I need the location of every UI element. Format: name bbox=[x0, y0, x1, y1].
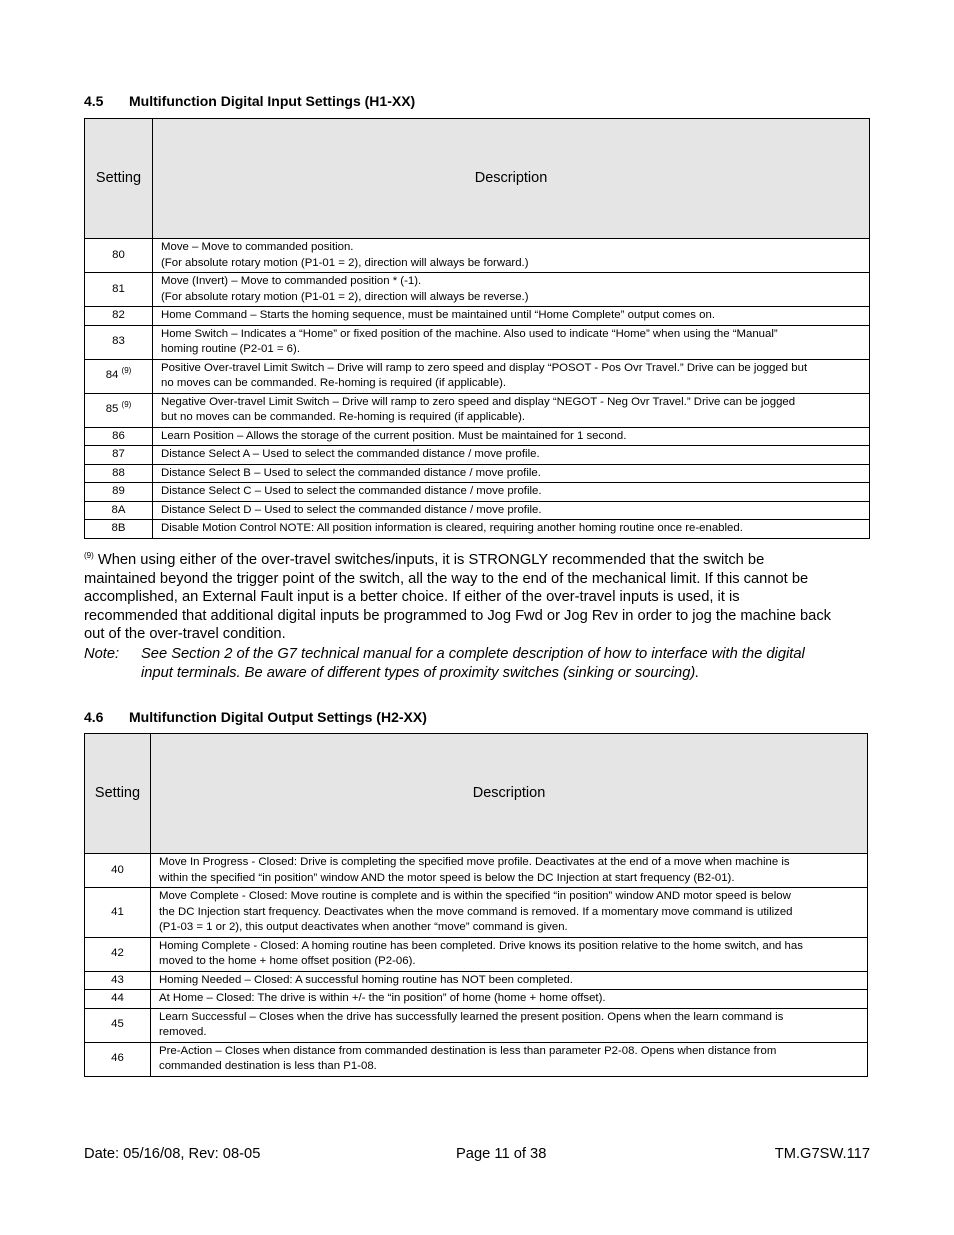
description-cell bbox=[153, 359, 870, 393]
section-heading-outputs bbox=[84, 709, 427, 725]
description-cell bbox=[153, 483, 870, 502]
description-line: commanded destination is less than P1-08. bbox=[159, 1060, 377, 1072]
description-cell bbox=[151, 1008, 868, 1042]
description-cell bbox=[153, 427, 870, 446]
description-line: Distance Select C – Used to select the commanded distance / move profile. bbox=[161, 485, 542, 497]
output-settings-table bbox=[84, 733, 868, 1077]
footnote-line: recommended that additional digital inputs be programmed to Jog Fwd or Jog Rev in order to jog the machine back bbox=[84, 607, 832, 624]
description-cell bbox=[153, 393, 870, 427]
note-label: Note: bbox=[84, 646, 120, 662]
table-row bbox=[85, 888, 868, 938]
footnote-line: accomplished, an External Fault input is a better choice. If either of the over-travel inputs is used, it is bbox=[84, 589, 740, 606]
description-line: (For absolute rotary motion (P1-01 = 2), direction will always be forward.) bbox=[161, 256, 529, 269]
table-row bbox=[85, 990, 868, 1009]
setting-cell bbox=[85, 393, 153, 427]
description-line: Homing Complete - Closed: A homing routine has been completed. Drive knows its position relative to the home switch, and has bbox=[159, 939, 803, 952]
footer-date-rev: Date: 05/16/08, Rev: 08-05 bbox=[84, 1146, 261, 1162]
setting-value: 85 bbox=[105, 403, 119, 416]
footnote bbox=[84, 551, 874, 644]
setting-cell bbox=[85, 239, 153, 273]
setting-cell bbox=[85, 854, 151, 888]
table-row bbox=[85, 520, 870, 539]
description-line: Move – Move to commanded position. bbox=[161, 241, 354, 253]
table-row bbox=[85, 1042, 868, 1076]
setting-cell bbox=[85, 273, 153, 307]
description-line: but no moves can be commanded. Re-homing is required (if applicable). bbox=[161, 411, 526, 423]
footer-page-number: Page 11 of 38 bbox=[456, 1146, 547, 1162]
description-line: At Home – Closed: The drive is within +/- the “in position” of home (home + home offset). bbox=[159, 992, 606, 1004]
setting-cell bbox=[85, 1008, 151, 1042]
setting-value: 44 bbox=[111, 992, 124, 1004]
table-row bbox=[85, 427, 870, 446]
footnote-reference: (9) bbox=[121, 400, 132, 410]
description-cell bbox=[153, 273, 870, 307]
description-cell bbox=[151, 937, 868, 971]
table-row bbox=[85, 273, 870, 307]
column-header-description: Description bbox=[151, 734, 868, 854]
setting-value: 40 bbox=[111, 863, 124, 876]
input-settings-rows bbox=[85, 239, 870, 539]
setting-value: 8A bbox=[111, 503, 126, 516]
description-line: Pre-Action – Closes when distance from commanded destination is less than parameter P2-08. Opens when distance from bbox=[159, 1044, 777, 1057]
table-row bbox=[85, 937, 868, 971]
description-line: Move In Progress - Closed: Drive is completing the specified move profile. Deactivates at the end of a move when machine is bbox=[159, 856, 790, 868]
table-row bbox=[85, 393, 870, 427]
description-line: homing routine (P2-01 = 6). bbox=[161, 343, 300, 355]
table-row bbox=[85, 359, 870, 393]
column-header-setting: Setting bbox=[85, 119, 153, 239]
table-row bbox=[85, 325, 870, 359]
column-header-description: Description bbox=[153, 119, 870, 239]
setting-value: 8B bbox=[111, 522, 126, 534]
table-row bbox=[85, 501, 870, 520]
setting-cell bbox=[85, 359, 153, 393]
description-line: Negative Over-travel Limit Switch – Drive will ramp to zero speed and display “NEGOT - Neg Ovr Travel.” Drive can be jogged bbox=[161, 395, 796, 408]
setting-value: 43 bbox=[111, 973, 124, 986]
setting-value: 41 bbox=[111, 905, 124, 918]
table-row bbox=[85, 971, 868, 990]
table-row bbox=[85, 854, 868, 888]
setting-cell bbox=[85, 446, 153, 465]
description-line: moved to the home + home offset position (P2-06). bbox=[159, 955, 416, 967]
setting-cell bbox=[85, 464, 153, 483]
description-line: the DC Injection start frequency. Deactivates when the move command is removed. If a momentary move command is utilized bbox=[159, 905, 793, 918]
description-cell bbox=[153, 325, 870, 359]
setting-value: 46 bbox=[111, 1052, 124, 1065]
footnote-marker: (9) bbox=[84, 551, 94, 561]
table-row bbox=[85, 483, 870, 502]
setting-cell bbox=[85, 501, 153, 520]
note bbox=[84, 645, 874, 682]
setting-value: 88 bbox=[112, 466, 125, 479]
description-cell bbox=[153, 446, 870, 465]
setting-value: 80 bbox=[112, 248, 125, 261]
setting-cell bbox=[85, 427, 153, 446]
description-line: no moves can be commanded. Re-homing is required (if applicable). bbox=[161, 377, 507, 389]
table-row bbox=[85, 239, 870, 273]
description-cell bbox=[153, 464, 870, 483]
note-line: input terminals. Be aware of different types of proximity switches (sinking or sourcing). bbox=[141, 664, 700, 681]
setting-value: 42 bbox=[111, 947, 124, 960]
description-line: Home Command – Starts the homing sequence, must be maintained until “Home Complete” output comes on. bbox=[161, 309, 715, 321]
setting-cell bbox=[85, 990, 151, 1009]
setting-value: 86 bbox=[112, 429, 125, 442]
setting-value: 81 bbox=[112, 282, 125, 295]
description-line: Move Complete - Closed: Move routine is complete and is within the specified “in position” window AND motor speed is below bbox=[159, 890, 791, 902]
output-settings-rows bbox=[85, 854, 868, 1077]
section-title: Multifunction Digital Input Settings (H1-XX) bbox=[129, 93, 416, 109]
footnote-line: When using either of the over-travel switches/inputs, it is STRONGLY recommended that the switch be bbox=[93, 552, 765, 568]
description-line: Home Switch – Indicates a “Home” or fixed position of the machine. Also used to indicate “Home” when using the “Manual” bbox=[161, 327, 778, 340]
description-cell bbox=[151, 854, 868, 888]
description-cell bbox=[153, 501, 870, 520]
description-line: within the specified “in position” window AND the motor speed is below the DC Injection at start frequency (B2-01). bbox=[159, 871, 735, 884]
setting-cell bbox=[85, 483, 153, 502]
description-line: (For absolute rotary motion (P1-01 = 2), direction will always be reverse.) bbox=[161, 290, 529, 303]
column-header-setting: Setting bbox=[85, 734, 151, 854]
description-cell bbox=[151, 1042, 868, 1076]
note-line: See Section 2 of the G7 technical manual for a complete description of how to interface with the digital bbox=[141, 646, 805, 662]
footnote-line: maintained beyond the trigger point of the switch, all the way to the end of the mechanical limit. If this cannot be bbox=[84, 570, 809, 587]
setting-value: 84 bbox=[105, 369, 119, 382]
description-cell bbox=[153, 239, 870, 273]
description-line: Move (Invert) – Move to commanded position * (-1). bbox=[161, 275, 422, 287]
setting-value: 83 bbox=[112, 335, 125, 348]
section-heading-inputs bbox=[84, 93, 415, 109]
setting-value: 82 bbox=[112, 309, 125, 321]
section-number: 4.5 bbox=[84, 93, 104, 109]
description-line: Distance Select A – Used to select the commanded distance / move profile. bbox=[161, 448, 540, 460]
description-line: Positive Over-travel Limit Switch – Drive will ramp to zero speed and display “POSOT - Pos Ovr Travel.” Drive can be jogged but bbox=[161, 361, 808, 374]
setting-value: 45 bbox=[111, 1018, 124, 1031]
input-settings-table bbox=[84, 118, 870, 539]
footer-document-id: TM.G7SW.117 bbox=[774, 1146, 870, 1162]
description-line: removed. bbox=[159, 1026, 207, 1038]
table-row bbox=[85, 464, 870, 483]
setting-cell bbox=[85, 307, 153, 326]
section-title: Multifunction Digital Output Settings (H2-XX) bbox=[129, 709, 427, 725]
setting-cell bbox=[85, 325, 153, 359]
setting-cell bbox=[85, 1042, 151, 1076]
setting-value: 87 bbox=[112, 448, 125, 460]
description-line: Disable Motion Control NOTE: All position information is cleared, requiring another homing routine once re-enabled. bbox=[161, 522, 743, 534]
setting-cell bbox=[85, 937, 151, 971]
description-cell bbox=[153, 307, 870, 326]
description-cell bbox=[151, 990, 868, 1009]
description-line: Distance Select D – Used to select the commanded distance / move profile. bbox=[161, 503, 542, 516]
setting-cell bbox=[85, 971, 151, 990]
table-row bbox=[85, 446, 870, 465]
description-cell bbox=[151, 888, 868, 938]
table-row bbox=[85, 1008, 868, 1042]
section-number: 4.6 bbox=[84, 709, 104, 725]
footnote-line: out of the over-travel condition. bbox=[84, 626, 286, 643]
description-line: Learn Position – Allows the storage of the current position. Must be maintained for 1 second. bbox=[161, 429, 627, 442]
description-line: Distance Select B – Used to select the commanded distance / move profile. bbox=[161, 466, 541, 479]
description-line: (P1-03 = 1 or 2), this output deactivates when another “move” command is given. bbox=[159, 921, 568, 933]
description-cell bbox=[151, 971, 868, 990]
setting-value: 89 bbox=[112, 485, 125, 497]
setting-cell bbox=[85, 520, 153, 539]
footnote-reference: (9) bbox=[121, 366, 132, 376]
setting-cell bbox=[85, 888, 151, 938]
description-line: Homing Needed – Closed: A successful homing routine has NOT been completed. bbox=[159, 973, 573, 986]
description-cell bbox=[153, 520, 870, 539]
description-line: Learn Successful – Closes when the drive has successfully learned the present position. Opens when the learn command is bbox=[159, 1010, 784, 1023]
table-row bbox=[85, 307, 870, 326]
